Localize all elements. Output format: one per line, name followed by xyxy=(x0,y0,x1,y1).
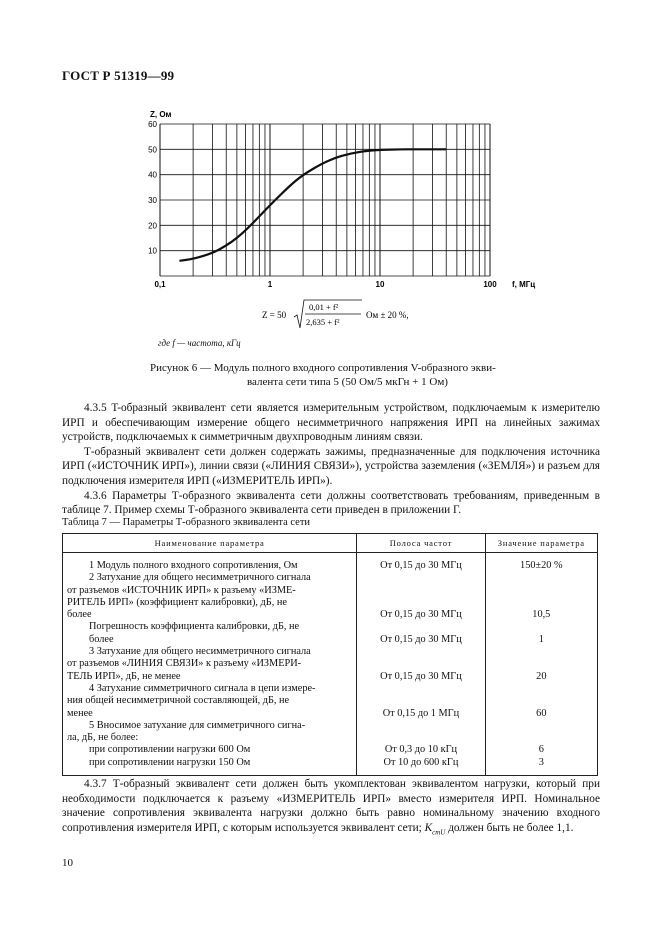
y-tick-label: 60 xyxy=(148,120,157,129)
impedance-formula xyxy=(262,297,422,335)
chart-axis-labels xyxy=(148,110,535,289)
band-text: От 0,15 до 30 МГц xyxy=(380,560,462,571)
band-text: От 0,3 до 10 кГц xyxy=(384,744,458,756)
parameters-table xyxy=(62,533,598,776)
table-cell-line: более xyxy=(89,633,114,645)
table-cell-value xyxy=(485,572,597,621)
x-tick-label: 10 xyxy=(375,280,385,289)
impedance-chart xyxy=(140,100,540,295)
x-tick-label: 0,1 xyxy=(154,280,166,289)
page-number: 10 xyxy=(62,857,73,869)
table-cell-value xyxy=(485,757,597,776)
table-cell-band xyxy=(357,646,485,683)
table-cell-value xyxy=(485,744,597,756)
formula-denominator: 2,635 + f² xyxy=(306,317,340,327)
k-subscript: стU xyxy=(432,828,446,837)
section-437 xyxy=(62,777,600,840)
paragraph-437-end: должен быть не более 1,1. xyxy=(448,821,574,834)
band-text: От 0,15 до 1 МГц xyxy=(382,707,460,719)
formula-where: где f — частота, кГц xyxy=(158,338,241,348)
table-cell-line: 4 Затухание симметричного сигнала в цепи измере- xyxy=(89,682,316,694)
k-symbol: K xyxy=(424,821,433,834)
table-cell-band xyxy=(357,744,485,756)
table-cell-line: при сопротивлении нагрузки 150 Ом xyxy=(89,756,251,768)
table-cell-name xyxy=(63,744,357,756)
paragraph-436: 4.3.6 Параметры Т-образного эквивалента сети должны соответствовать требованиям, приведенным в таблице 7. Пример схемы Т-образного эквивалента сети приведен в приложении Г. xyxy=(62,489,600,517)
paragraph-435: 4.3.5 T-образный эквивалент сети является измерительным устройством, подключаемым к измерителю ИРП и обеспечивающим измерение общего несимметричного напряжения ИРП на линейных зажимах устройств, подключаемых к симметричным двухпроводным линиям связи. xyxy=(62,402,600,444)
value-text xyxy=(490,732,593,744)
table-cell-line: Погрешность коэффициента калибровки, дБ, не xyxy=(89,621,300,633)
table-cell-line: ния общей несимметричной составляющей, дБ, не xyxy=(67,695,290,707)
x-axis-label: f, МГц xyxy=(512,280,536,289)
formula-tail: Ом ± 20 %, xyxy=(366,310,409,320)
y-tick-label: 20 xyxy=(148,221,157,231)
value-text: 1 xyxy=(538,633,544,645)
table-cell-name xyxy=(63,572,357,621)
band-text: От 0,15 до 30 МГц xyxy=(380,670,462,682)
y-tick-label: 10 xyxy=(148,246,157,256)
table-cell-name xyxy=(63,553,357,573)
table-cell-name xyxy=(63,720,357,745)
band-text: От 0,15 до 30 МГц xyxy=(380,633,462,645)
band-text xyxy=(361,732,480,744)
standard-header: ГОСТ Р 51319—99 xyxy=(62,68,175,83)
table-cell-line: ла, дБ, не более: xyxy=(67,732,139,744)
table-row xyxy=(63,621,598,646)
table-cell-band xyxy=(357,757,485,776)
table-cell-value xyxy=(485,553,597,573)
table-cell-line: более xyxy=(67,609,92,621)
table-header-name: Наименование параметра xyxy=(63,534,357,553)
table-cell-line: ТЕЛЬ ИРП», дБ, не менее xyxy=(67,670,181,682)
table-caption: Таблица 7 — Параметры Т-образного эквивалента сети xyxy=(62,517,311,528)
y-tick-label: 40 xyxy=(148,170,157,180)
formula-graphic xyxy=(262,297,422,333)
table-cell-value xyxy=(485,646,597,683)
y-tick-label: 30 xyxy=(148,196,157,205)
formula-numerator: 0,01 + f² xyxy=(309,302,339,312)
table-cell-line: от разъемов «ИСТОЧНИК ИРП» к разъему «ИЗМЕ- xyxy=(67,584,296,596)
table-cell-value xyxy=(485,683,597,720)
table-cell-band xyxy=(357,553,485,573)
table-row xyxy=(63,720,598,745)
section-435 xyxy=(62,401,600,518)
table-cell-band xyxy=(357,720,485,745)
paragraph-437-text: 4.3.7 Т-образный эквивалент сети должен быть укомплектован эквивалентом нагрузки, который при необходимости подключается к разъему «ИЗМЕРИТЕЛЬ ИРП» вместо измерителя ИРП. Номинальное значение сопротивления эквивалента нагрузки должно быть равно номинальному значению входного сопротивления измерителя ИРП, с которым используется эквивалент сети; xyxy=(62,778,600,834)
table-cell-line: 3 Затухание для общего несимметричного сигнала xyxy=(89,646,311,658)
y-axis-label: Z, Ом xyxy=(150,110,172,119)
table-cell-band xyxy=(357,683,485,720)
band-text: От 10 до 600 кГц xyxy=(383,756,459,768)
table-row xyxy=(63,757,598,776)
paragraph-437 xyxy=(62,777,600,840)
table-cell-value xyxy=(485,720,597,745)
x-tick-label: 100 xyxy=(483,280,497,289)
table-cell-line: при сопротивлении нагрузки 600 Ом xyxy=(89,744,251,756)
table-header-band: Полоса частот xyxy=(357,534,485,553)
table-cell-name xyxy=(63,646,357,683)
x-tick-label: 1 xyxy=(267,280,273,289)
band-text: От 0,15 до 30 МГц xyxy=(380,609,462,621)
table-cell-line: 5 Вносимое затухание для симметричного сигна- xyxy=(89,719,306,731)
value-text: 150±20 % xyxy=(520,560,563,571)
table-row xyxy=(63,553,598,573)
figure-caption-line1: Рисунок 6 — Модуль полного входного сопротивления V-образного экви- xyxy=(150,362,496,374)
table-cell-name xyxy=(63,621,357,646)
figure-caption-line2: валента сети типа 5 (50 Ом/5 мкГн + 1 Ом) xyxy=(247,376,448,388)
table-cell-band xyxy=(357,572,485,621)
figure-caption xyxy=(150,361,580,389)
table-header-value: Значение параметра xyxy=(485,534,597,553)
table-cell-line: 1 Модуль полного входного сопротивления, Ом xyxy=(89,560,298,571)
table-row xyxy=(63,646,598,683)
table-cell-line: РИТЕЛЬ ИРП» (коэффициент калибровки), дБ, не xyxy=(67,596,287,608)
value-text: 20 xyxy=(536,670,547,682)
table-cell-name xyxy=(63,757,357,776)
table-row xyxy=(63,683,598,720)
paragraph-435b: Т-образный эквивалент сети должен содержать зажимы, предназначенные для подключения источника ИРП («ИСТОЧНИК ИРП»), линии связи («ЛИНИЯ СВЯЗИ»), устройства заземления («ЗЕМЛЯ») и разъем для подключения измерителя ИРП («ИЗМЕРИТЕЛЬ ИРП»). xyxy=(62,445,600,487)
table-row xyxy=(63,744,598,756)
formula-lhs: Z = 50 xyxy=(262,310,287,320)
impedance-curve xyxy=(179,149,446,260)
y-tick-label: 50 xyxy=(148,145,157,155)
value-text: 3 xyxy=(538,756,544,768)
table-cell-band xyxy=(357,621,485,646)
value-text: 10,5 xyxy=(532,609,551,621)
table-cell-line: менее xyxy=(67,707,93,719)
table-cell-line: 2 Затухание для общего несимметричного сигнала xyxy=(89,572,311,584)
table-cell-name xyxy=(63,683,357,720)
table-cell-line: от разъемов «ЛИНИЯ СВЯЗИ» к разъему «ИЗМЕРИ- xyxy=(67,658,302,670)
table-row xyxy=(63,572,598,621)
value-text: 60 xyxy=(536,707,547,719)
table-cell-value xyxy=(485,621,597,646)
value-text: 6 xyxy=(538,744,544,756)
